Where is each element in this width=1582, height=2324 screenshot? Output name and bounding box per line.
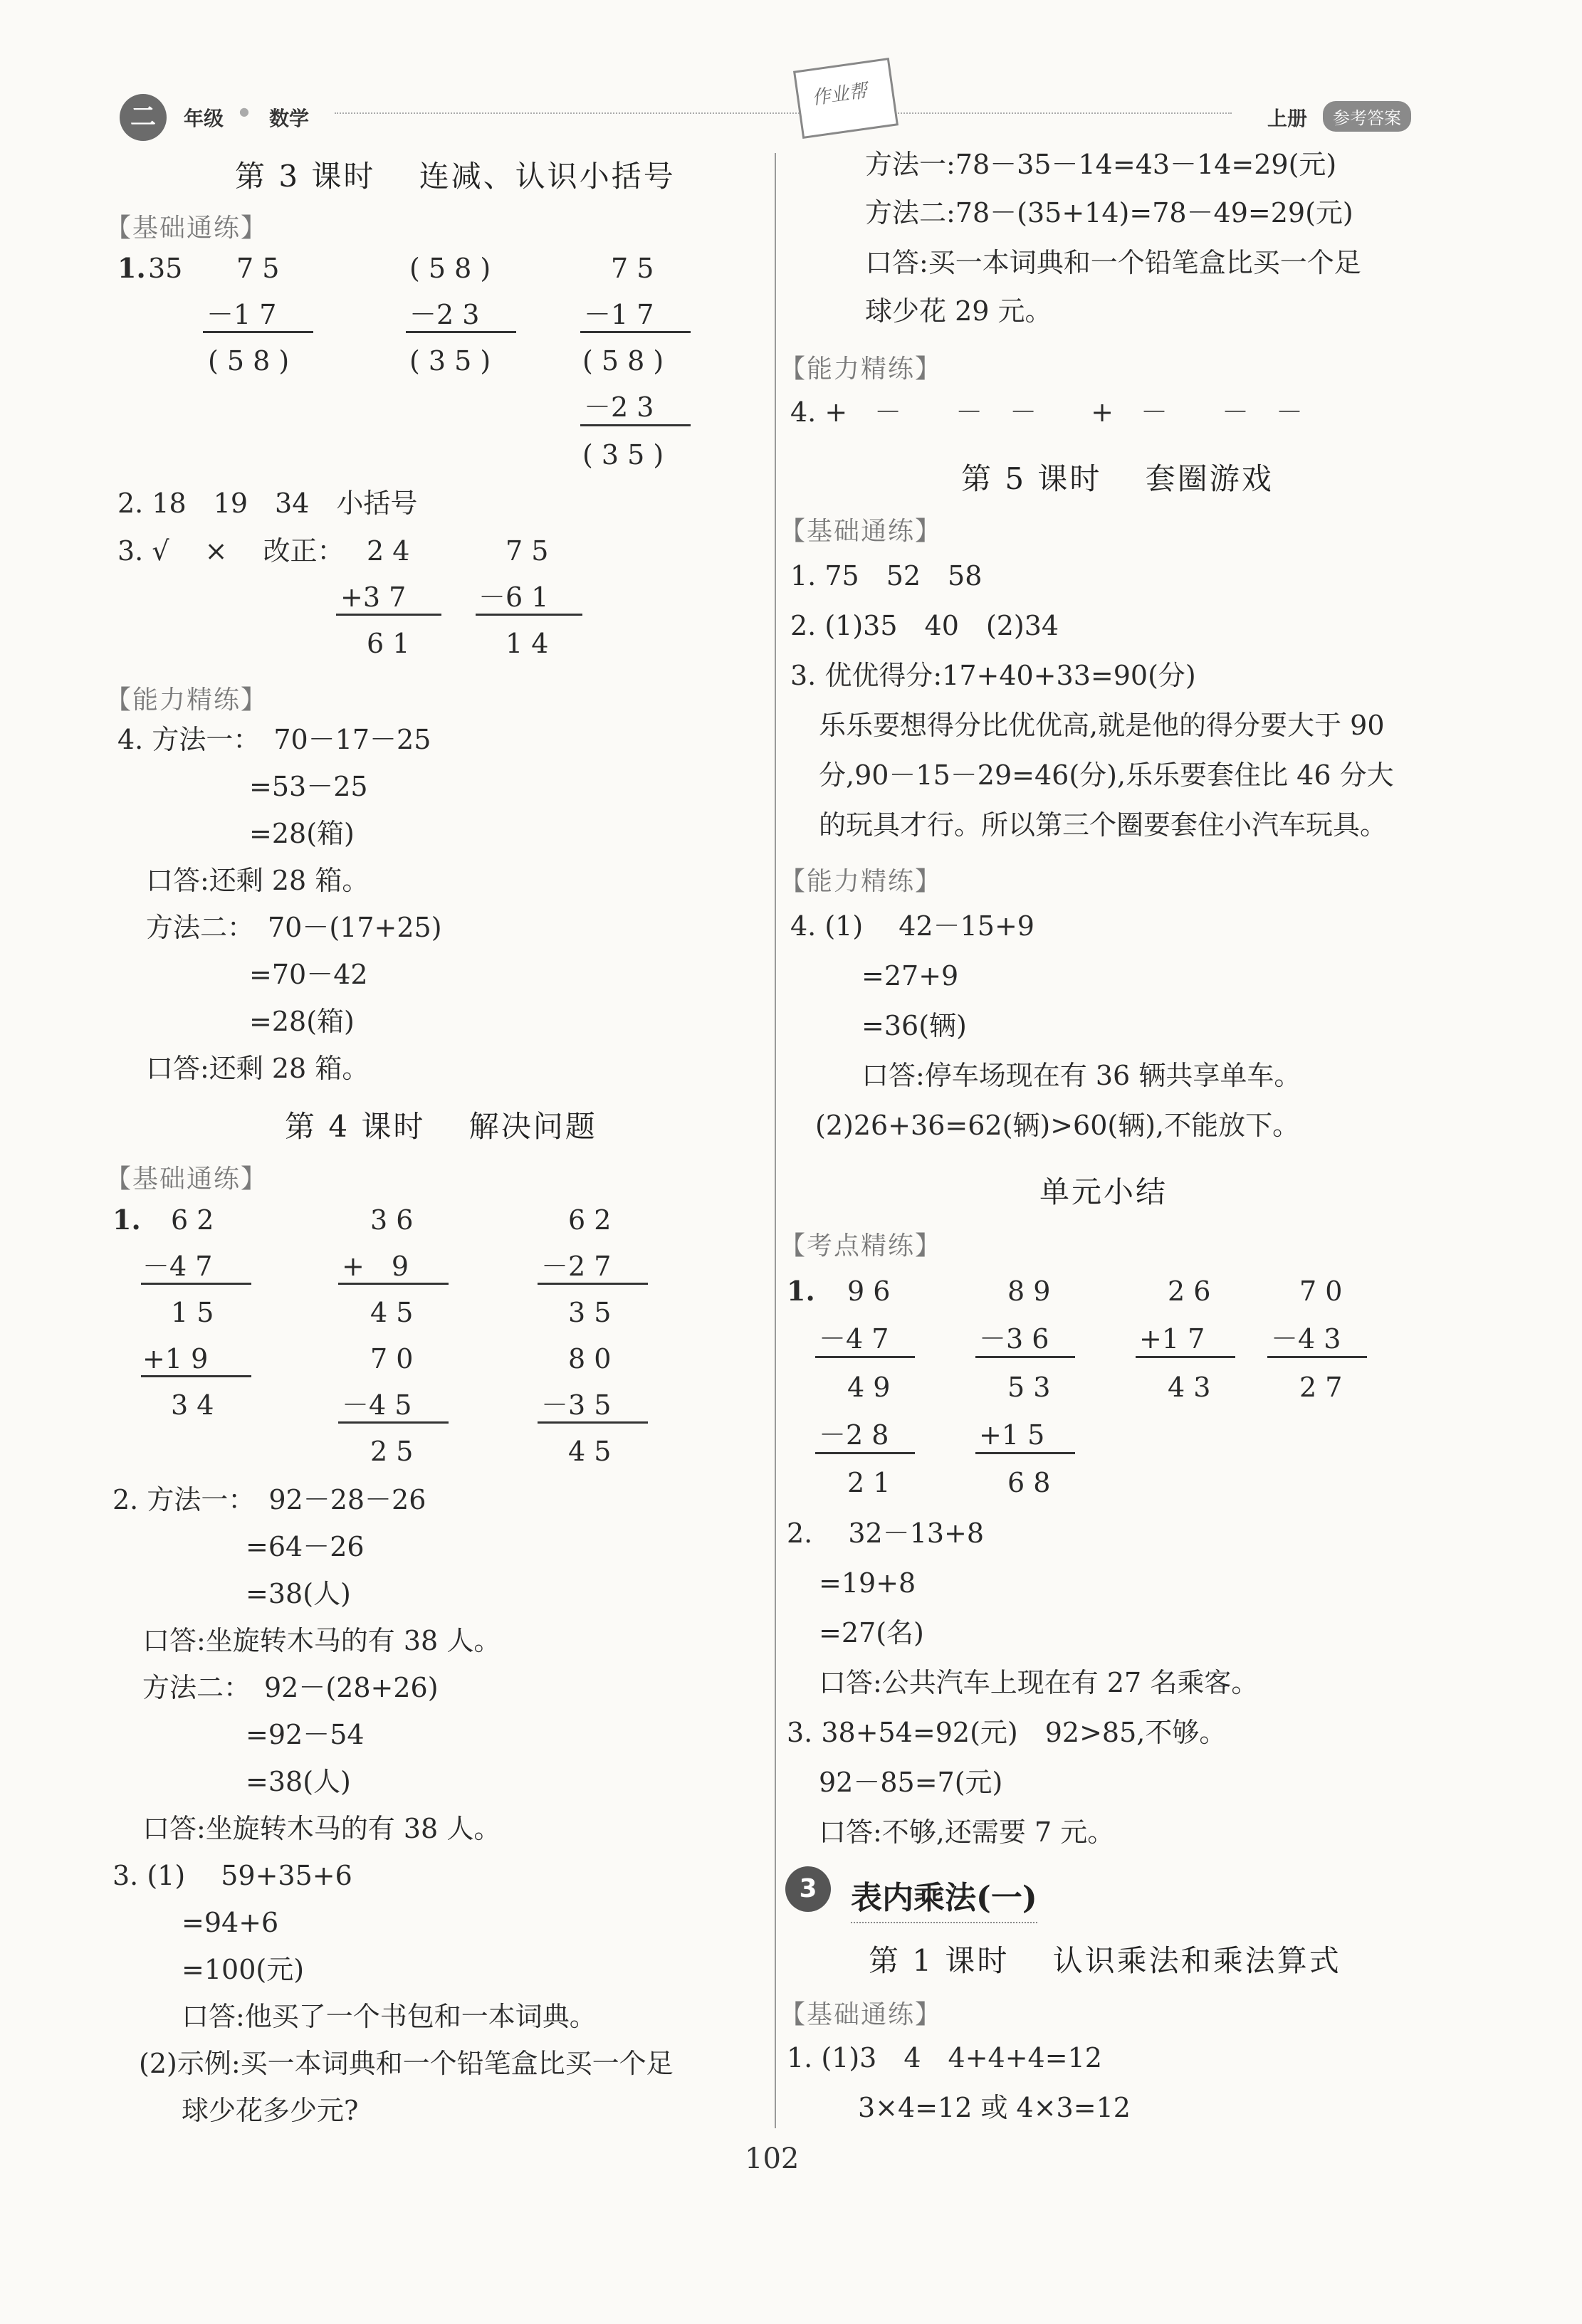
right-top-line1: 方法一:78－35－14=43－14=29(元) [865, 149, 1337, 180]
chapter-title: 表内乘法(一) [851, 1872, 1037, 1923]
lesson4-q2-line6: =92－54 [246, 1719, 365, 1750]
lesson4-q3-line4: 口答:他买了一个书包和一本词典。 [182, 2001, 597, 2032]
lesson3-q1-c3-rule1 [580, 331, 691, 333]
unit-q1-c2-c: 5 3 [1007, 1372, 1051, 1403]
unit-summary-title: 单元小结 [1039, 1174, 1168, 1209]
lesson4-q2-line8: 口答:坐旋转木马的有 38 人。 [142, 1813, 501, 1844]
lesson3-q3-a-rule [336, 614, 441, 616]
unit-q1-c3-c: 4 3 [1168, 1372, 1211, 1403]
lesson3-q4-line7: =28(箱) [249, 1006, 355, 1037]
right-top-line4: 球少花 29 元。 [865, 295, 1052, 327]
answer-badge: 参考答案 [1323, 101, 1411, 132]
unit-q3-line3: 口答:不够,还需要 7 元。 [819, 1816, 1115, 1848]
lesson4-q3-line3: =100(元) [182, 1954, 305, 1985]
unit-q1-c2-a: 8 9 [1007, 1276, 1051, 1307]
unit-q1-c4-b: －4 3 [1271, 1323, 1341, 1355]
lesson3-q4-line2: =53－25 [249, 771, 368, 802]
lesson3-q1-c3-d: －2 3 [584, 391, 654, 423]
unit-q1-c4-a: 7 0 [1299, 1276, 1343, 1307]
unit-q3-line2: 92－85=7(元) [819, 1767, 1003, 1798]
lesson4-q1-c1-rule1 [141, 1283, 251, 1285]
chapter-lesson1-title: 第 1 课时 认识乘法和乘法算式 [869, 1943, 1341, 1978]
unit-q1-c1-a: 9 6 [847, 1276, 891, 1307]
lesson4-q1-c2-f: 2 5 [370, 1436, 414, 1467]
lesson4-q2-line7: =38(人) [246, 1766, 351, 1797]
subject-label: 数学 [269, 107, 310, 130]
lesson5-q2: 2. (1)35 40 (2)34 [790, 610, 1059, 641]
lesson5-q4-line3: =36(辆) [861, 1010, 967, 1041]
lesson4-q2-line2: =64－26 [246, 1531, 365, 1562]
unit-q1-c1-rule1 [815, 1356, 915, 1358]
right-q4-signs: 4. + － － － + － － － [790, 396, 1304, 428]
lesson3-q1-c2-a: ( 5 8 ) [409, 253, 491, 284]
unit-q1-c2-rule1 [975, 1356, 1075, 1358]
grade-badge: 二 [120, 94, 167, 141]
lesson4-q2-line1: 2. 方法一： 92－28－26 [112, 1484, 426, 1515]
lesson3-q1-c2-rule [406, 331, 516, 333]
lesson5-title: 第 5 课时 套圈游戏 [961, 461, 1274, 496]
lesson3-q1-c1-c: －1 7 [206, 299, 277, 330]
lesson3-q4-line5: 方法二： 70－(17+25) [146, 912, 442, 943]
lesson4-q3-line1: 3. (1) 59+35+6 [112, 1860, 352, 1891]
header-rule [335, 112, 1232, 114]
right-ability-heading: 【能力精练】 [780, 354, 943, 384]
lesson3-ability-heading: 【能力精练】 [105, 685, 268, 715]
page-number: 102 [745, 2142, 800, 2175]
lesson5-ability-heading: 【能力精练】 [780, 867, 943, 896]
lesson3-q4-line6: =70－42 [249, 959, 368, 990]
lesson4-title: 第 4 课时 解决问题 [285, 1109, 597, 1144]
lesson4-q1-c3-e: －3 5 [541, 1389, 612, 1421]
stamp-text: 作业帮 [810, 80, 869, 110]
lesson4-q1-c1-e: 3 4 [171, 1389, 214, 1421]
lesson4-q1-c2-c: 4 5 [370, 1297, 414, 1328]
lesson4-q1-c3-d: 8 0 [568, 1343, 612, 1374]
lesson4-q1-c1-c: 1 5 [171, 1297, 214, 1328]
unit-q1-c1-d: －2 8 [819, 1419, 889, 1451]
unit-q2-line4: 口答:公共汽车上现在有 27 名乘客。 [819, 1667, 1259, 1698]
unit-q1-c4-rule [1267, 1356, 1367, 1358]
lesson4-q2-line3: =38(人) [246, 1578, 351, 1609]
lesson3-q3-a1: 2 4 [367, 535, 410, 567]
lesson4-basic-heading: 【基础通练】 [105, 1164, 268, 1194]
lesson4-q1-label: 1. [112, 1204, 141, 1236]
lesson4-q2-line5: 方法二： 92－(28+26) [142, 1672, 439, 1703]
unit-exam-heading: 【考点精练】 [780, 1231, 943, 1261]
lesson4-q3-line6: 球少花多少元? [182, 2095, 359, 2126]
unit-q3-line1: 3. 38+54=92(元) 92>85,不够。 [787, 1717, 1227, 1748]
unit-q1-c3-b: +1 7 [1139, 1323, 1205, 1355]
lesson3-q4-line8: 口答:还剩 28 箱。 [146, 1053, 370, 1084]
lesson4-q1-c1-d: +1 9 [142, 1343, 209, 1374]
lesson4-q1-c2-e: －4 5 [342, 1389, 412, 1421]
unit-q1-c1-e: 2 1 [847, 1467, 891, 1498]
unit-q1-label: 1. [787, 1275, 815, 1307]
lesson3-q4-line1: 4. 方法一： 70－17－25 [117, 724, 431, 755]
lesson3-q3-b1: 7 5 [505, 535, 549, 567]
lesson5-q3-line1: 3. 优优得分:17+40+33=90(分) [790, 660, 1196, 691]
unit-q2-line2: =19+8 [819, 1567, 916, 1599]
lesson4-q3-line5: (2)示例:买一本词典和一个铅笔盒比买一个足 [139, 2048, 674, 2079]
lesson3-q1-c3-b: －1 7 [584, 299, 654, 330]
lesson3-q1-c3-rule2 [580, 424, 691, 426]
lesson3-q3-b3: 1 4 [505, 628, 549, 659]
lesson4-q1-c1-b: －4 7 [142, 1251, 213, 1282]
lesson3-q1-c3-c: ( 5 8 ) [582, 345, 664, 377]
lesson5-basic-heading: 【基础通练】 [780, 517, 943, 546]
lesson4-q1-c3-b: －2 7 [541, 1251, 612, 1282]
lesson3-q1-c1-rule [203, 331, 313, 333]
lesson5-q4-line1: 4. (1) 42－15+9 [790, 910, 1034, 942]
lesson3-basic-heading: 【基础通练】 [105, 214, 268, 243]
lesson3-q1-c1-b: 7 5 [236, 253, 280, 284]
unit-q1-c1-b: －4 7 [819, 1323, 889, 1355]
unit-q1-c3-a: 2 6 [1168, 1276, 1211, 1307]
lesson4-q1-c3-c: 3 5 [568, 1297, 612, 1328]
lesson3-q3-head: 3. √ × 改正： [117, 535, 345, 567]
lesson5-q1: 1. 75 52 58 [790, 560, 983, 591]
lesson4-q2-line4: 口答:坐旋转木马的有 38 人。 [142, 1625, 501, 1656]
chapter-lesson1-q1-line2: 3×4=12 或 4×3=12 [858, 2092, 1131, 2123]
lesson5-q4-line4: 口答:停车场现在有 36 辆共享单车。 [861, 1060, 1301, 1091]
unit-q2-line1: 2. 32－13+8 [787, 1518, 985, 1549]
lesson4-q3-line2: =94+6 [182, 1907, 279, 1938]
chapter-number: 3 [785, 1866, 831, 1912]
separator-dot: ● [239, 105, 249, 118]
lesson4-q1-c3-rule2 [538, 1421, 648, 1424]
lesson3-q3-a3: 6 1 [367, 628, 410, 659]
unit-q1-c4-c: 2 7 [1299, 1372, 1343, 1403]
lesson3-q1-c2-b: －2 3 [409, 299, 480, 330]
unit-q1-c1-c: 4 9 [847, 1372, 891, 1403]
lesson4-q1-c1-rule2 [141, 1375, 251, 1377]
lesson5-q4-line2: =27+9 [861, 960, 959, 992]
unit-q1-c1-rule2 [815, 1452, 915, 1454]
lesson3-title: 第 3 课时 连减、认识小括号 [235, 159, 676, 194]
lesson3-q3-b2: －6 1 [478, 582, 549, 613]
lesson3-q1-c3-e: ( 3 5 ) [582, 439, 664, 470]
right-top-line2: 方法二:78－(35+14)=78－49=29(元) [865, 197, 1353, 228]
volume-label: 上册 [1267, 107, 1308, 130]
lesson5-q3-line3: 分,90－15－29=46(分),乐乐要套住比 46 分大 [819, 759, 1394, 791]
chapter-lesson1-basic-heading: 【基础通练】 [780, 2000, 943, 2029]
lesson3-q3-a2: +3 7 [340, 582, 407, 613]
unit-q1-c2-rule2 [975, 1452, 1075, 1454]
lesson3-q1-c1-d: ( 5 8 ) [208, 345, 290, 377]
grade-label: 年级 [184, 107, 224, 130]
lesson4-q1-c3-a: 6 2 [568, 1204, 612, 1236]
lesson4-q1-c2-a: 3 6 [370, 1204, 414, 1236]
lesson5-q3-line4: 的玩具才行。所以第三个圈要套住小汽车玩具。 [819, 809, 1388, 841]
lesson4-q1-c2-rule2 [338, 1421, 449, 1424]
lesson3-q4-line3: =28(箱) [249, 818, 355, 849]
column-divider [775, 153, 776, 2128]
right-top-line3: 口答:买一本词典和一个铅笔盒比买一个足 [865, 247, 1361, 278]
lesson4-q1-c2-rule1 [338, 1283, 449, 1285]
stamp-logo [793, 58, 899, 139]
lesson3-q1-label: 1. [117, 252, 146, 284]
lesson3-q1-c1-a: 35 [148, 253, 183, 284]
lesson4-q1-c2-d: 7 0 [370, 1343, 414, 1374]
lesson3-q4-line4: 口答:还剩 28 箱。 [146, 865, 370, 896]
unit-q1-c2-b: －3 6 [979, 1323, 1049, 1355]
lesson5-q4-line5: (2)26+36=62(辆)>60(辆),不能放下。 [815, 1110, 1300, 1141]
lesson3-q1-c2-c: ( 3 5 ) [409, 345, 491, 377]
lesson4-q1-c3-f: 4 5 [568, 1436, 612, 1467]
lesson3-q1-c3-a: 7 5 [611, 253, 654, 284]
unit-q2-line3: =27(名) [819, 1617, 924, 1649]
lesson5-q3-line2: 乐乐要想得分比优优高,就是他的得分要大于 90 [819, 710, 1385, 741]
lesson3-q3-b-rule [476, 614, 582, 616]
unit-q1-c2-d: +1 5 [979, 1419, 1045, 1451]
unit-q1-c2-e: 6 8 [1007, 1467, 1051, 1498]
chapter-lesson1-q1-line1: 1. (1)3 4 4+4+4=12 [787, 2042, 1102, 2073]
lesson4-q1-c2-b: + 9 [342, 1251, 409, 1282]
lesson4-q1-c1-a: 6 2 [171, 1204, 214, 1236]
lesson4-q1-c3-rule1 [538, 1283, 648, 1285]
unit-q1-c3-rule [1136, 1356, 1235, 1358]
lesson3-q2: 2. 18 19 34 小括号 [117, 488, 418, 519]
